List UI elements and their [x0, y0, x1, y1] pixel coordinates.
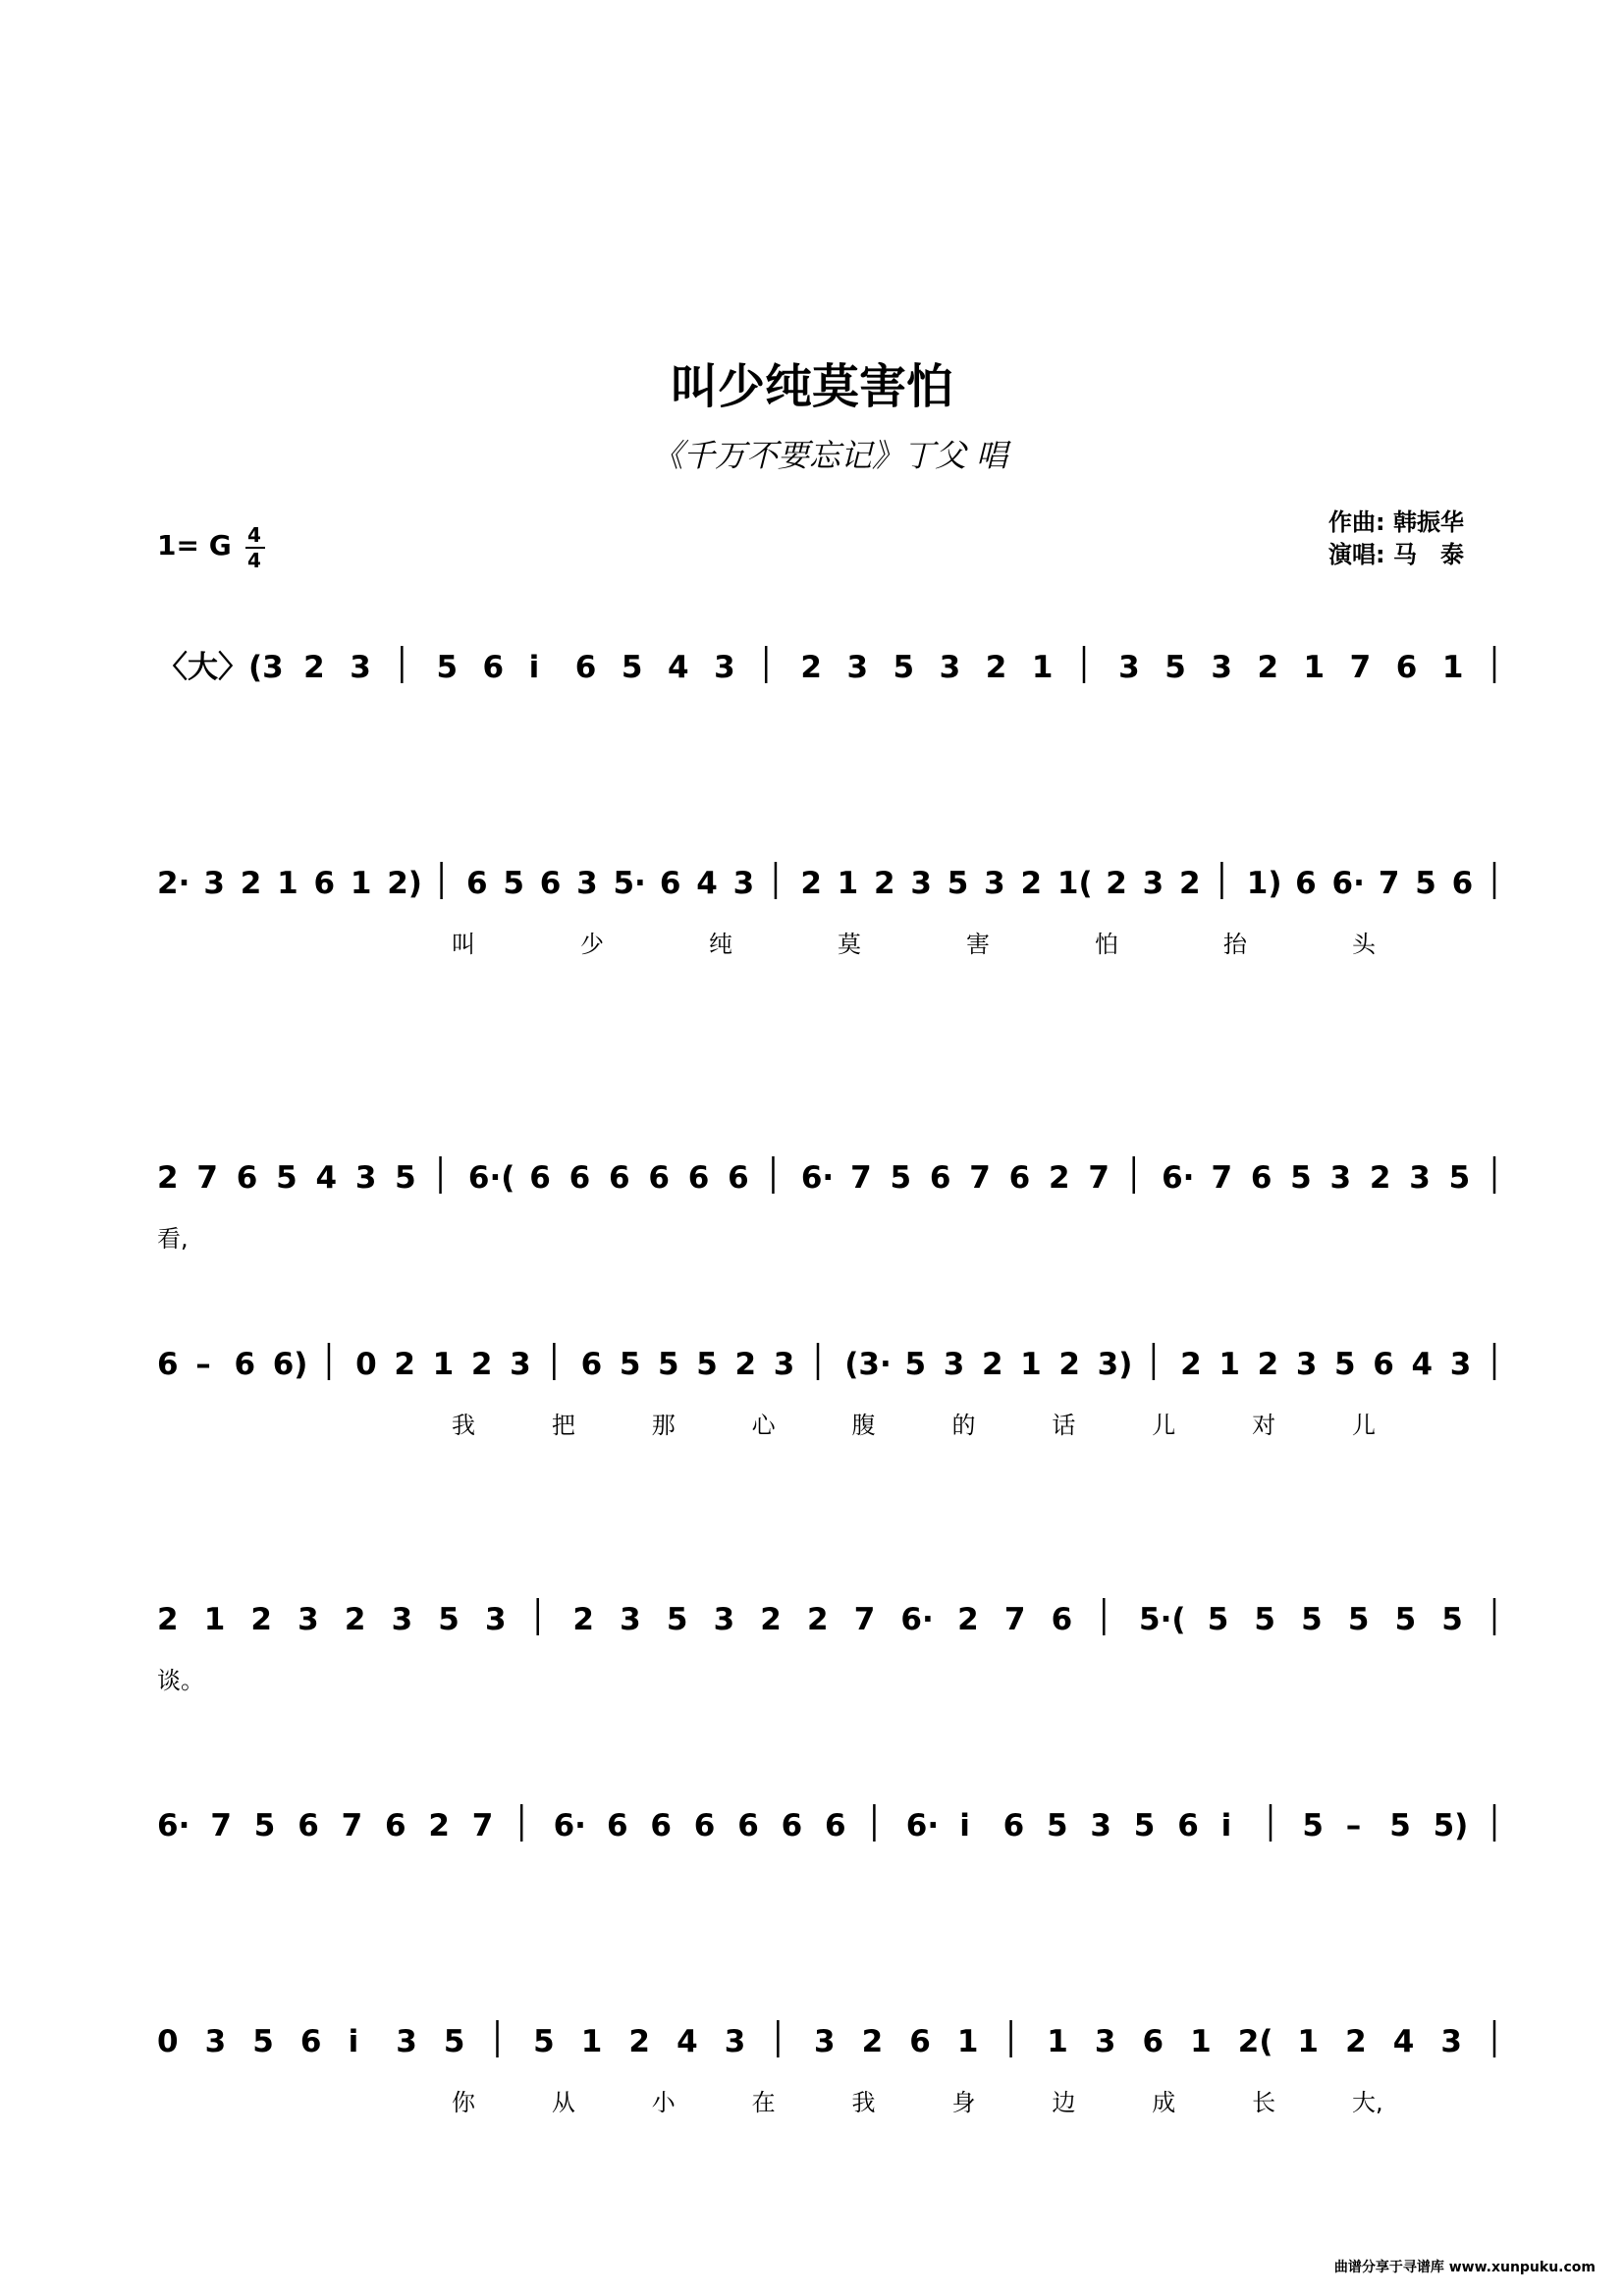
note: 6 [1451, 866, 1474, 901]
note: 7 [1349, 650, 1372, 685]
note: 1 [1297, 2024, 1320, 2059]
note: 6 [234, 1347, 256, 1382]
notation-row [157, 1156, 1494, 1253]
note: 〈大〉(3 [157, 650, 284, 685]
note: 2 [240, 866, 262, 901]
note: 3 [510, 1347, 531, 1382]
lyric-word: 把 [551, 1412, 575, 1439]
note: 6 [607, 1808, 628, 1843]
note: 3 [485, 1602, 507, 1637]
lyric-word: 叫 [452, 931, 475, 958]
note: 2 [572, 1602, 595, 1637]
note: 6 [313, 866, 336, 901]
notation-row [157, 2020, 1494, 2116]
note: 6 [1142, 2024, 1164, 2059]
note: 2 [1180, 1347, 1202, 1382]
composer-credit: 作曲: 韩振华 [1328, 508, 1464, 536]
note: 3 [620, 1602, 641, 1637]
lyric-word: 少 [580, 931, 604, 958]
note: 6 [385, 1808, 406, 1843]
note: 5 [533, 2024, 555, 2059]
note: 6 [687, 1160, 710, 1196]
note: 3 [724, 2024, 746, 2059]
song-title: 叫少纯莫害怕 [670, 359, 954, 414]
note: 6· [1331, 866, 1365, 901]
note: i [959, 1808, 970, 1843]
time-signature-top: 4 [247, 523, 261, 547]
note: i [528, 650, 540, 685]
note: 5 [1301, 1602, 1323, 1637]
note: 6 [650, 1808, 672, 1843]
note: 7 [1003, 1602, 1026, 1637]
note: 3 [1094, 2024, 1116, 2059]
note: 3 [1409, 1160, 1431, 1196]
lyric-word: 儿 [1352, 1412, 1376, 1439]
note: 2 [1179, 866, 1201, 901]
note: 3 [350, 650, 371, 685]
lyric-word: 从 [551, 2089, 575, 2116]
note: 5 [1133, 1808, 1156, 1843]
note: 2 [981, 1347, 1003, 1382]
note: 2 [1106, 866, 1127, 901]
note: 1 [1218, 1347, 1240, 1382]
lyric-word: 我 [851, 2089, 876, 2116]
note: 5 [503, 866, 524, 901]
note: 7 [196, 1160, 218, 1196]
note: 2 [760, 1602, 782, 1637]
lyric-word: 在 [751, 2089, 776, 2116]
note: 3 [576, 866, 598, 901]
note: 2 [800, 866, 822, 901]
note: 1 [580, 2024, 603, 2059]
lyric-word: 对 [1252, 1412, 1276, 1439]
note: 7 [853, 1602, 876, 1637]
note: 5 [666, 1602, 688, 1637]
note: 4 [1392, 2024, 1415, 2059]
note: 6 [693, 1808, 716, 1843]
note: 2 [394, 1347, 415, 1382]
note: 4 [315, 1160, 338, 1196]
note: 5 [1164, 650, 1186, 685]
note: 2) [387, 866, 422, 901]
note: 6) [272, 1347, 308, 1382]
note: 1 [1031, 650, 1054, 685]
note: – [1345, 1808, 1362, 1843]
note: 7 [1378, 866, 1400, 901]
note: 5·( [1139, 1602, 1186, 1637]
note: 5 [438, 1602, 460, 1637]
note: 7 [1088, 1160, 1110, 1196]
note: 5 [1254, 1602, 1276, 1637]
watermark-footer: 曲谱分享于寻谱库 www.xunpuku.com [1333, 2260, 1596, 2275]
lyric-word: 莫 [838, 931, 861, 958]
note: 6 [539, 866, 562, 901]
note: 6 [728, 1160, 749, 1196]
note: 6 [659, 866, 681, 901]
note: 5 [1441, 1602, 1463, 1637]
note: 7 [471, 1808, 494, 1843]
note: 7 [850, 1160, 872, 1196]
note: 6 [465, 866, 488, 901]
lyric-word: 那 [651, 1412, 676, 1439]
note: 2 [800, 650, 822, 685]
note: 4 [696, 866, 718, 901]
note: 5 [253, 1808, 276, 1843]
lyric-word: 成 [1152, 2089, 1176, 2116]
lyric-word: 边 [1052, 2089, 1076, 2116]
note: 2 [807, 1602, 829, 1637]
note: 3 [939, 650, 961, 685]
note: 5 [1334, 1347, 1356, 1382]
note: 2 [861, 2024, 884, 2059]
note: 6 [929, 1160, 951, 1196]
note: 3 [1449, 1347, 1472, 1382]
note: 1 [350, 866, 372, 901]
lyric-word: 长 [1252, 2089, 1276, 2116]
note: 2 [985, 650, 1007, 685]
note: 2· [157, 866, 190, 901]
note: 1 [1020, 1347, 1042, 1382]
note: 5 [658, 1347, 679, 1382]
note: i [1220, 1808, 1232, 1843]
note: 2 [157, 1160, 179, 1196]
note: 7 [1211, 1160, 1233, 1196]
note: 3 [1090, 1808, 1111, 1843]
note: 6 [737, 1808, 759, 1843]
note: 2 [428, 1808, 450, 1843]
time-signature-bottom: 4 [247, 549, 261, 572]
lyric-word: 心 [751, 1412, 776, 1439]
note: 1 [1303, 650, 1326, 685]
note: 6· [905, 1808, 940, 1843]
note: 6 [1395, 650, 1418, 685]
lyric-word: 小 [651, 2089, 676, 2116]
note: 5 [252, 2024, 274, 2059]
note: 2 [1257, 650, 1279, 685]
lyric-word: 儿 [1152, 1412, 1176, 1439]
notation-row [157, 646, 1494, 685]
note: 7 [341, 1808, 363, 1843]
note: 5 [1389, 1808, 1411, 1843]
note: 0 [157, 2024, 179, 2059]
note: 5 [395, 1160, 416, 1196]
note: 3 [396, 2024, 417, 2059]
note: 1 [956, 2024, 979, 2059]
note: 2 [628, 2024, 651, 2059]
note: 3 [1295, 1347, 1318, 1382]
note: 6 [825, 1808, 846, 1843]
note: 4 [1411, 1347, 1434, 1382]
note: 2 [957, 1602, 979, 1637]
note: 3 [846, 650, 869, 685]
note: 2 [1369, 1160, 1391, 1196]
notation-row [157, 1804, 1494, 1843]
song-subtitle: 《千万不要忘记》丁父 唱 [651, 437, 1008, 474]
note: (3· [844, 1347, 892, 1382]
lyric-word: 腹 [851, 1412, 876, 1439]
note: 6 [648, 1160, 670, 1196]
note: 6 [1373, 1347, 1394, 1382]
note: 2( [1237, 2024, 1273, 2059]
note: 3 [814, 2024, 836, 2059]
note: 5 [1394, 1602, 1417, 1637]
note: 3 [391, 1602, 413, 1637]
note: 3 [714, 650, 735, 685]
note: 6 [298, 1808, 319, 1843]
note: 5 [1290, 1160, 1312, 1196]
note: 3 [204, 2024, 227, 2059]
note: 6· [900, 1602, 934, 1637]
note: 6 [568, 1160, 591, 1196]
note: 1 [1047, 2024, 1068, 2059]
note: 6 [781, 1808, 803, 1843]
note: 2 [344, 1602, 366, 1637]
note: 0 [355, 1347, 377, 1382]
note: 6 [909, 2024, 931, 2059]
note: 6· [1162, 1160, 1195, 1196]
singer-credit: 演唱: 马 泰 [1328, 541, 1464, 568]
note: 6 [1250, 1160, 1272, 1196]
note: 5 [621, 650, 643, 685]
note: 6 [1051, 1602, 1073, 1637]
note: 6 [299, 2024, 322, 2059]
note: 2 [157, 1602, 179, 1637]
note: 3 [943, 1347, 965, 1382]
note: 3 [354, 1160, 377, 1196]
note: 6 [1008, 1160, 1031, 1196]
note: 5 [1047, 1808, 1068, 1843]
note: 2 [250, 1602, 273, 1637]
note: 1 [1441, 650, 1464, 685]
key-label: 1= G [157, 529, 232, 561]
note: 2 [1020, 866, 1043, 901]
note: 3 [773, 1347, 795, 1382]
lyric-word: 怕 [1095, 931, 1118, 958]
note: 5 [276, 1160, 298, 1196]
lyric-word: 我 [452, 1412, 475, 1439]
note: – [195, 1347, 211, 1382]
note: 5 [443, 2024, 465, 2059]
note: 2 [470, 1347, 493, 1382]
note: 3 [203, 866, 225, 901]
note: 5 [890, 1160, 912, 1196]
note: 1 [277, 866, 298, 901]
note: 5 [1448, 1160, 1471, 1196]
note: 6· [800, 1160, 835, 1196]
note: 6 [574, 650, 597, 685]
note: 3 [713, 1602, 735, 1637]
lyric-word: 看, [157, 1225, 189, 1253]
note: 6· [553, 1808, 586, 1843]
note: 2 [1345, 2024, 1367, 2059]
note: 5) [1433, 1808, 1469, 1843]
note: 6 [482, 650, 505, 685]
note: 5 [619, 1347, 641, 1382]
note: 6 [1002, 1808, 1025, 1843]
note: 4 [677, 2024, 698, 2059]
note: 3 [1142, 866, 1164, 901]
note: 6 [157, 1347, 179, 1382]
note: 3 [1118, 650, 1140, 685]
lyric-word: 谈。 [157, 1667, 204, 1694]
key-signature [157, 523, 265, 572]
note: 6 [236, 1160, 258, 1196]
note: 5 [436, 650, 459, 685]
note: 2 [1058, 1347, 1080, 1382]
note: 1 [1190, 2024, 1212, 2059]
lyric-word: 身 [951, 2089, 976, 2116]
note: 2 [1257, 1347, 1279, 1382]
lyric-word: 抬 [1223, 931, 1247, 958]
notation-row [157, 1598, 1494, 1694]
note: 2 [303, 650, 325, 685]
note: 1 [203, 1602, 226, 1637]
note: 2 [874, 866, 895, 901]
note: 3 [984, 866, 1005, 901]
note: 1( [1056, 866, 1093, 901]
notation-row [157, 1343, 1494, 1439]
lyric-word: 你 [452, 2089, 475, 2116]
note: 6 [1295, 866, 1317, 901]
note: 7 [210, 1808, 232, 1843]
note: 6 [609, 1160, 630, 1196]
note: 3 [298, 1602, 319, 1637]
lyric-word: 的 [951, 1412, 976, 1439]
lyric-word: 话 [1052, 1412, 1076, 1439]
note: 5· [613, 866, 646, 901]
note: 5 [947, 866, 969, 901]
note: 5 [1207, 1602, 1229, 1637]
note: 1) [1246, 866, 1282, 901]
note: 5 [1347, 1602, 1370, 1637]
note: 5 [696, 1347, 718, 1382]
note: 4 [668, 650, 689, 685]
note: 3 [1440, 2024, 1462, 2059]
note: 6 [580, 1347, 603, 1382]
note: 5 [904, 1347, 927, 1382]
note: 6 [529, 1160, 551, 1196]
note: 6 [1177, 1808, 1199, 1843]
note: 5 [893, 650, 915, 685]
lyric-word: 害 [966, 931, 990, 958]
lyric-word: 大, [1352, 2089, 1383, 2116]
note: 2 [734, 1347, 757, 1382]
note: 1 [837, 866, 859, 901]
note: 3 [732, 866, 755, 901]
notation-row [157, 862, 1494, 958]
note: i [348, 2024, 359, 2059]
notation-rows [157, 646, 1494, 2116]
note: 2 [1049, 1160, 1070, 1196]
note: 3) [1097, 1347, 1133, 1382]
lyric-word: 纯 [709, 931, 732, 958]
note: 6·( [467, 1160, 515, 1196]
note: 6· [157, 1808, 190, 1843]
note: 1 [432, 1347, 455, 1382]
note: 7 [969, 1160, 991, 1196]
note: 3 [1211, 650, 1232, 685]
lyric-word: 头 [1352, 931, 1376, 958]
note: 3 [1329, 1160, 1352, 1196]
note: 5 [1415, 866, 1436, 901]
note: 3 [910, 866, 933, 901]
note: 5 [1302, 1808, 1324, 1843]
